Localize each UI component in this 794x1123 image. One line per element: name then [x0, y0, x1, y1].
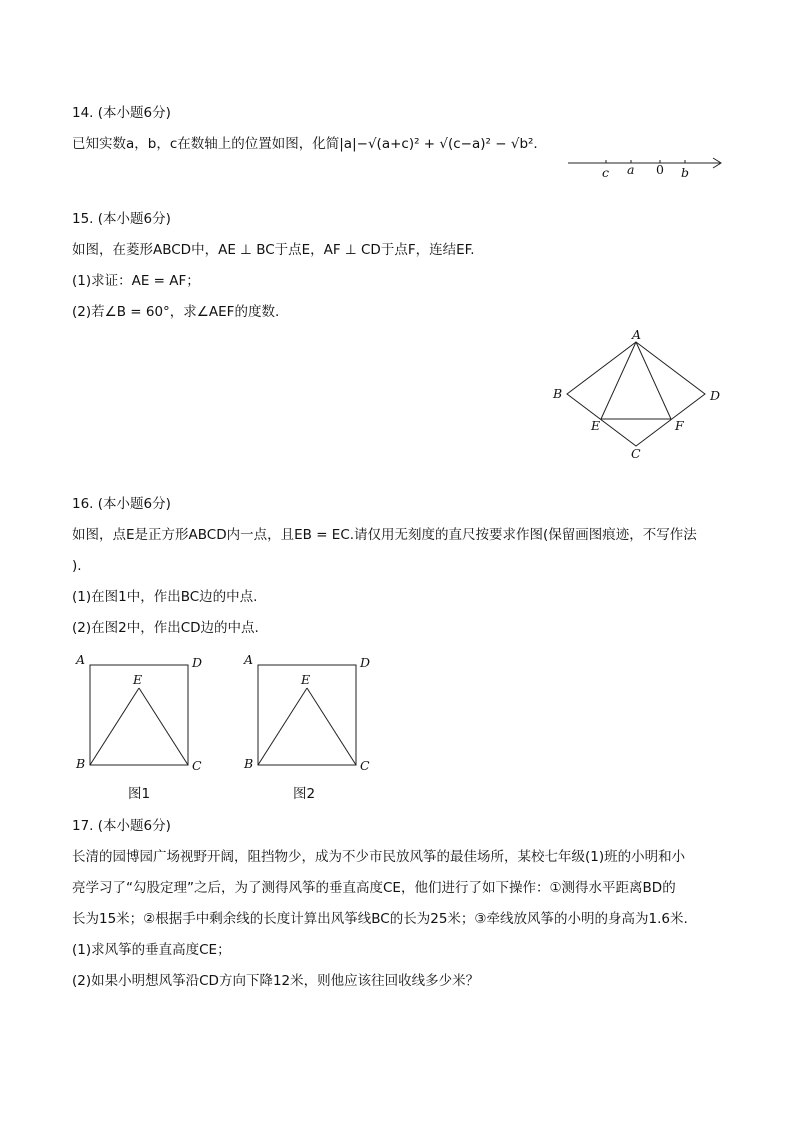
q16-figure2: [238, 650, 378, 775]
fig1-label-A: A: [76, 652, 86, 667]
fig2-label-B: B: [244, 756, 254, 771]
rhombus-label-D: D: [710, 388, 721, 403]
q15-part2: (2)若∠B = 60°，求∠AEF的度数.: [72, 304, 280, 320]
numberline-label-c: c: [602, 165, 610, 180]
rhombus-label-B: B: [553, 386, 563, 401]
q15-header: 15. (本小题6分): [72, 211, 171, 227]
q16-intro-line1: 如图，点E是正方形ABCD内一点，且EB = EC.请仅用无刻度的直尺按要求作图(保留画图痕迹，不写作法: [72, 527, 697, 543]
figure1-caption: 图1: [128, 786, 151, 802]
fig1-label-D: D: [192, 655, 203, 670]
q16-figure1: [70, 650, 210, 775]
fig2-label-C: C: [360, 758, 370, 773]
q15-rhombus-figure: [545, 325, 735, 465]
fig2-label-D: D: [360, 655, 371, 670]
q15-part1: (1)求证：AE = AF；: [72, 273, 200, 289]
q16-intro-line2: ).: [72, 558, 82, 574]
q17-line2: 亮学习了“勾股定理”之后，为了测得风筝的垂直高度CE，他们进行了如下操作：①测得水平距离BD的: [72, 880, 676, 896]
q14-text: 已知实数a，b，c在数轴上的位置如图，化简|a|−√(a+c)² + √(c−a)² − √b².: [72, 136, 538, 152]
q17-part2: (2)如果小明想风筝沿CD方向下降12米，则他应该往回收线多少米？: [72, 973, 480, 989]
q17-part1: (1)求风筝的垂直高度CE；: [72, 942, 231, 958]
numberline-label-a: a: [627, 162, 635, 177]
q15-intro: 如图，在菱形ABCD中，AE ⊥ BC于点E，AF ⊥ CD于点F，连结EF.: [72, 242, 475, 258]
q16-part1: (1)在图1中，作出BC边的中点.: [72, 589, 258, 605]
q16-part2: (2)在图2中，作出CD边的中点.: [72, 620, 259, 636]
q17-header: 17. (本小题6分): [72, 818, 171, 834]
numberline-label-b: b: [681, 165, 690, 180]
q16-header: 16. (本小题6分): [72, 496, 171, 512]
fig1-label-B: B: [76, 756, 86, 771]
rhombus-label-C: C: [631, 446, 641, 461]
q14-header: 14. (本小题6分): [72, 105, 171, 121]
q17-line1: 长清的园博园广场视野开阔，阻挡物少，成为不少市民放风筝的最佳场所，某校七年级(1)班的小明和小: [72, 849, 686, 865]
q14-number-line: [560, 148, 730, 182]
fig2-label-E: E: [301, 672, 311, 687]
fig1-label-E: E: [133, 672, 143, 687]
figure2-caption: 图2: [293, 786, 316, 802]
q17-line3: 长为15米；②根据手中剩余线的长度计算出风筝线BC的长为25米；③牵线放风筝的小明的身高为1.6米.: [72, 911, 688, 927]
rhombus-label-E: E: [591, 418, 601, 433]
fig1-label-C: C: [192, 758, 202, 773]
numberline-label-0: 0: [656, 162, 664, 177]
rhombus-label-F: F: [675, 418, 684, 433]
fig2-label-A: A: [244, 652, 254, 667]
rhombus-label-A: A: [632, 327, 642, 342]
